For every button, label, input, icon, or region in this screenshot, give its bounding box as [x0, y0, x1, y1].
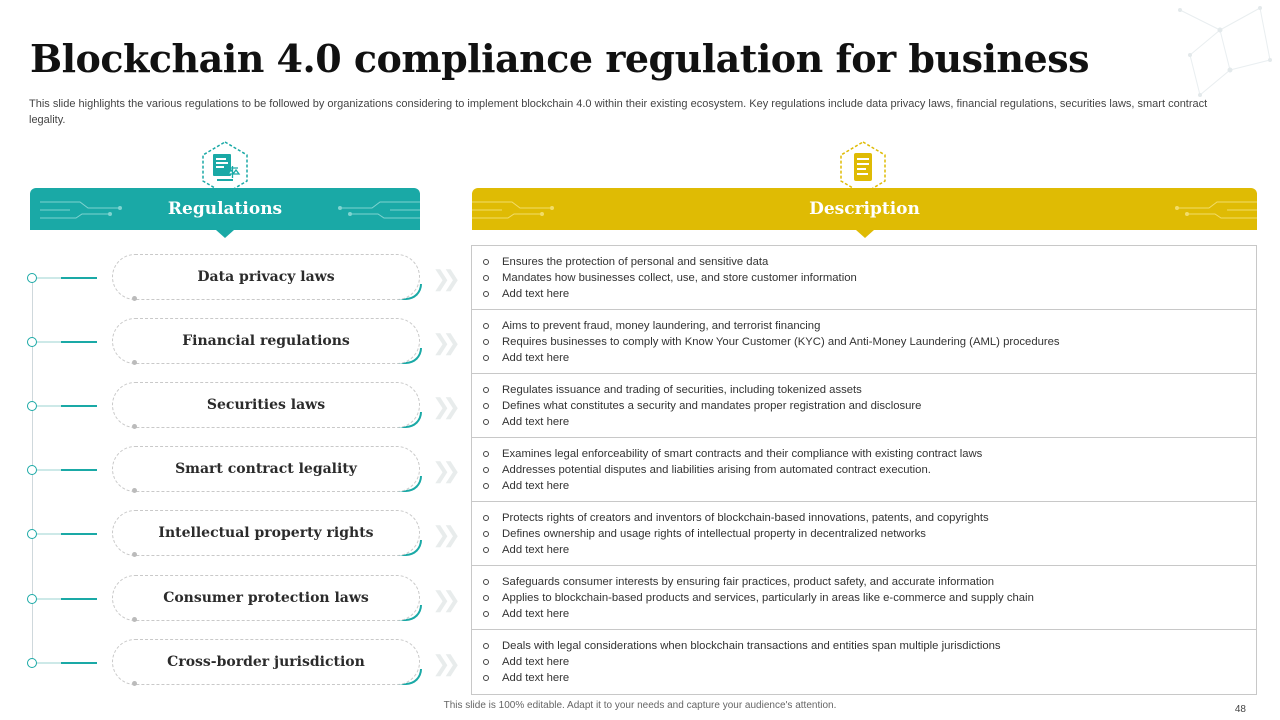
description-table	[471, 245, 1257, 695]
regulation-pill	[112, 254, 420, 300]
description-point: Add text here	[482, 670, 1256, 686]
footer-note	[0, 700, 1280, 711]
description-point: Mandates how businesses collect, use, and store customer information	[482, 270, 1256, 286]
regulation-label: Smart contract legality	[175, 461, 357, 477]
regulation-item	[26, 254, 466, 310]
description-header	[472, 188, 1257, 230]
pill-dot	[132, 424, 137, 429]
description-cell	[472, 438, 1256, 502]
regulation-item	[26, 382, 466, 438]
description-point: Examines legal enforceability of smart contracts and their compliance with existing contract laws	[482, 446, 1256, 462]
regulations-header	[30, 188, 420, 230]
timeline-dot	[27, 658, 37, 668]
description-point: Protects rights of creators and inventors of blockchain-based innovations, patents, and copyrights	[482, 510, 1256, 526]
description-cell	[472, 310, 1256, 374]
chevron-right-icon: ❯❯	[432, 587, 453, 612]
description-point: Add text here	[482, 286, 1256, 302]
description-point: Safeguards consumer interests by ensuring fair practices, product safety, and accurate information	[482, 574, 1256, 590]
connector-line	[37, 469, 97, 471]
connector-line	[37, 405, 97, 407]
description-point: Add text here	[482, 350, 1256, 366]
regulation-label: Financial regulations	[182, 333, 350, 349]
regulation-pill	[112, 510, 420, 556]
description-point: Deals with legal considerations when blockchain transactions and entities span multiple jurisdictions	[482, 638, 1256, 654]
regulation-pill	[112, 639, 420, 685]
connector-line	[37, 662, 97, 664]
description-cell	[472, 566, 1256, 630]
description-point: Add text here	[482, 654, 1256, 670]
regulation-item	[26, 575, 466, 631]
timeline-dot	[27, 465, 37, 475]
regulation-label: Cross-border jurisdiction	[167, 654, 365, 670]
page-title: Blockchain 4.0 compliance regulation for business	[30, 36, 1090, 81]
description-point: Applies to blockchain-based products and services, particularly in areas like e-commerce and supply chain	[482, 590, 1256, 606]
description-cell	[472, 246, 1256, 310]
description-point: Regulates issuance and trading of securities, including tokenized assets	[482, 382, 1256, 398]
regulation-pill	[112, 382, 420, 428]
chevron-right-icon: ❯❯	[432, 330, 453, 355]
description-point: Requires businesses to comply with Know Your Customer (KYC) and Anti-Money Laundering (AML) procedures	[482, 334, 1256, 350]
timeline-dot	[27, 529, 37, 539]
regulation-item	[26, 446, 466, 502]
timeline-dot	[27, 273, 37, 283]
description-point: Defines ownership and usage rights of intellectual property in decentralized networks	[482, 526, 1256, 542]
regulation-label: Intellectual property rights	[158, 525, 374, 541]
chevron-right-icon: ❯❯	[432, 458, 453, 483]
circuit-decoration	[330, 194, 420, 224]
pill-dot	[132, 488, 137, 493]
pill-dot	[132, 296, 137, 301]
regulation-label: Securities laws	[206, 397, 326, 413]
circuit-decoration	[472, 194, 562, 224]
pill-dot	[132, 617, 137, 622]
description-cell	[472, 502, 1256, 566]
page-number: 48	[1234, 704, 1246, 715]
regulation-pill	[112, 575, 420, 621]
connector-line	[37, 533, 97, 535]
footer-text: This slide is 100% editable. Adapt it to your needs and capture your audience's attention.	[443, 700, 837, 711]
pill-dot	[132, 360, 137, 365]
description-point: Ensures the protection of personal and sensitive data	[482, 254, 1256, 270]
description-header-label: Description	[809, 199, 920, 219]
description-point: Add text here	[482, 414, 1256, 430]
description-point: Defines what constitutes a security and mandates proper registration and disclosure	[482, 398, 1256, 414]
connector-line	[37, 277, 97, 279]
description-point: Add text here	[482, 478, 1256, 494]
header-notch	[216, 230, 234, 238]
chevron-right-icon: ❯❯	[432, 266, 453, 291]
regulation-label: Data privacy laws	[197, 269, 335, 285]
description-point: Add text here	[482, 542, 1256, 558]
description-point: Add text here	[482, 606, 1256, 622]
timeline-dot	[27, 594, 37, 604]
description-point: Aims to prevent fraud, money laundering, and terrorist financing	[482, 318, 1256, 334]
description-cell	[472, 630, 1256, 694]
chevron-right-icon: ❯❯	[432, 394, 453, 419]
regulation-item	[26, 318, 466, 374]
connector-line	[37, 341, 97, 343]
regulation-item	[26, 639, 466, 695]
regulation-item	[26, 510, 466, 566]
header-notch	[856, 230, 874, 238]
timeline-dot	[27, 337, 37, 347]
page-subtitle: This slide highlights the various regulations to be followed by organizations considering to implement blockchain 4.0 within their existing ecosystem. Key regulations include data privacy laws, financial regulations, securities laws, smart contract legality.	[29, 98, 1208, 126]
network-decoration	[1160, 0, 1280, 110]
regulations-header-label: Regulations	[167, 199, 283, 219]
timeline-dot	[27, 401, 37, 411]
connector-line	[37, 598, 97, 600]
circuit-decoration	[40, 194, 140, 224]
chevron-right-icon: ❯❯	[432, 522, 453, 547]
pill-dot	[132, 552, 137, 557]
regulation-pill	[112, 318, 420, 364]
pill-dot	[132, 681, 137, 686]
description-cell	[472, 374, 1256, 438]
circuit-decoration	[1167, 194, 1257, 224]
chevron-right-icon: ❯❯	[432, 651, 453, 676]
regulation-label: Consumer protection laws	[163, 590, 369, 606]
description-point: Addresses potential disputes and liabilities arising from automated contract execution.	[482, 462, 1256, 478]
regulation-pill	[112, 446, 420, 492]
